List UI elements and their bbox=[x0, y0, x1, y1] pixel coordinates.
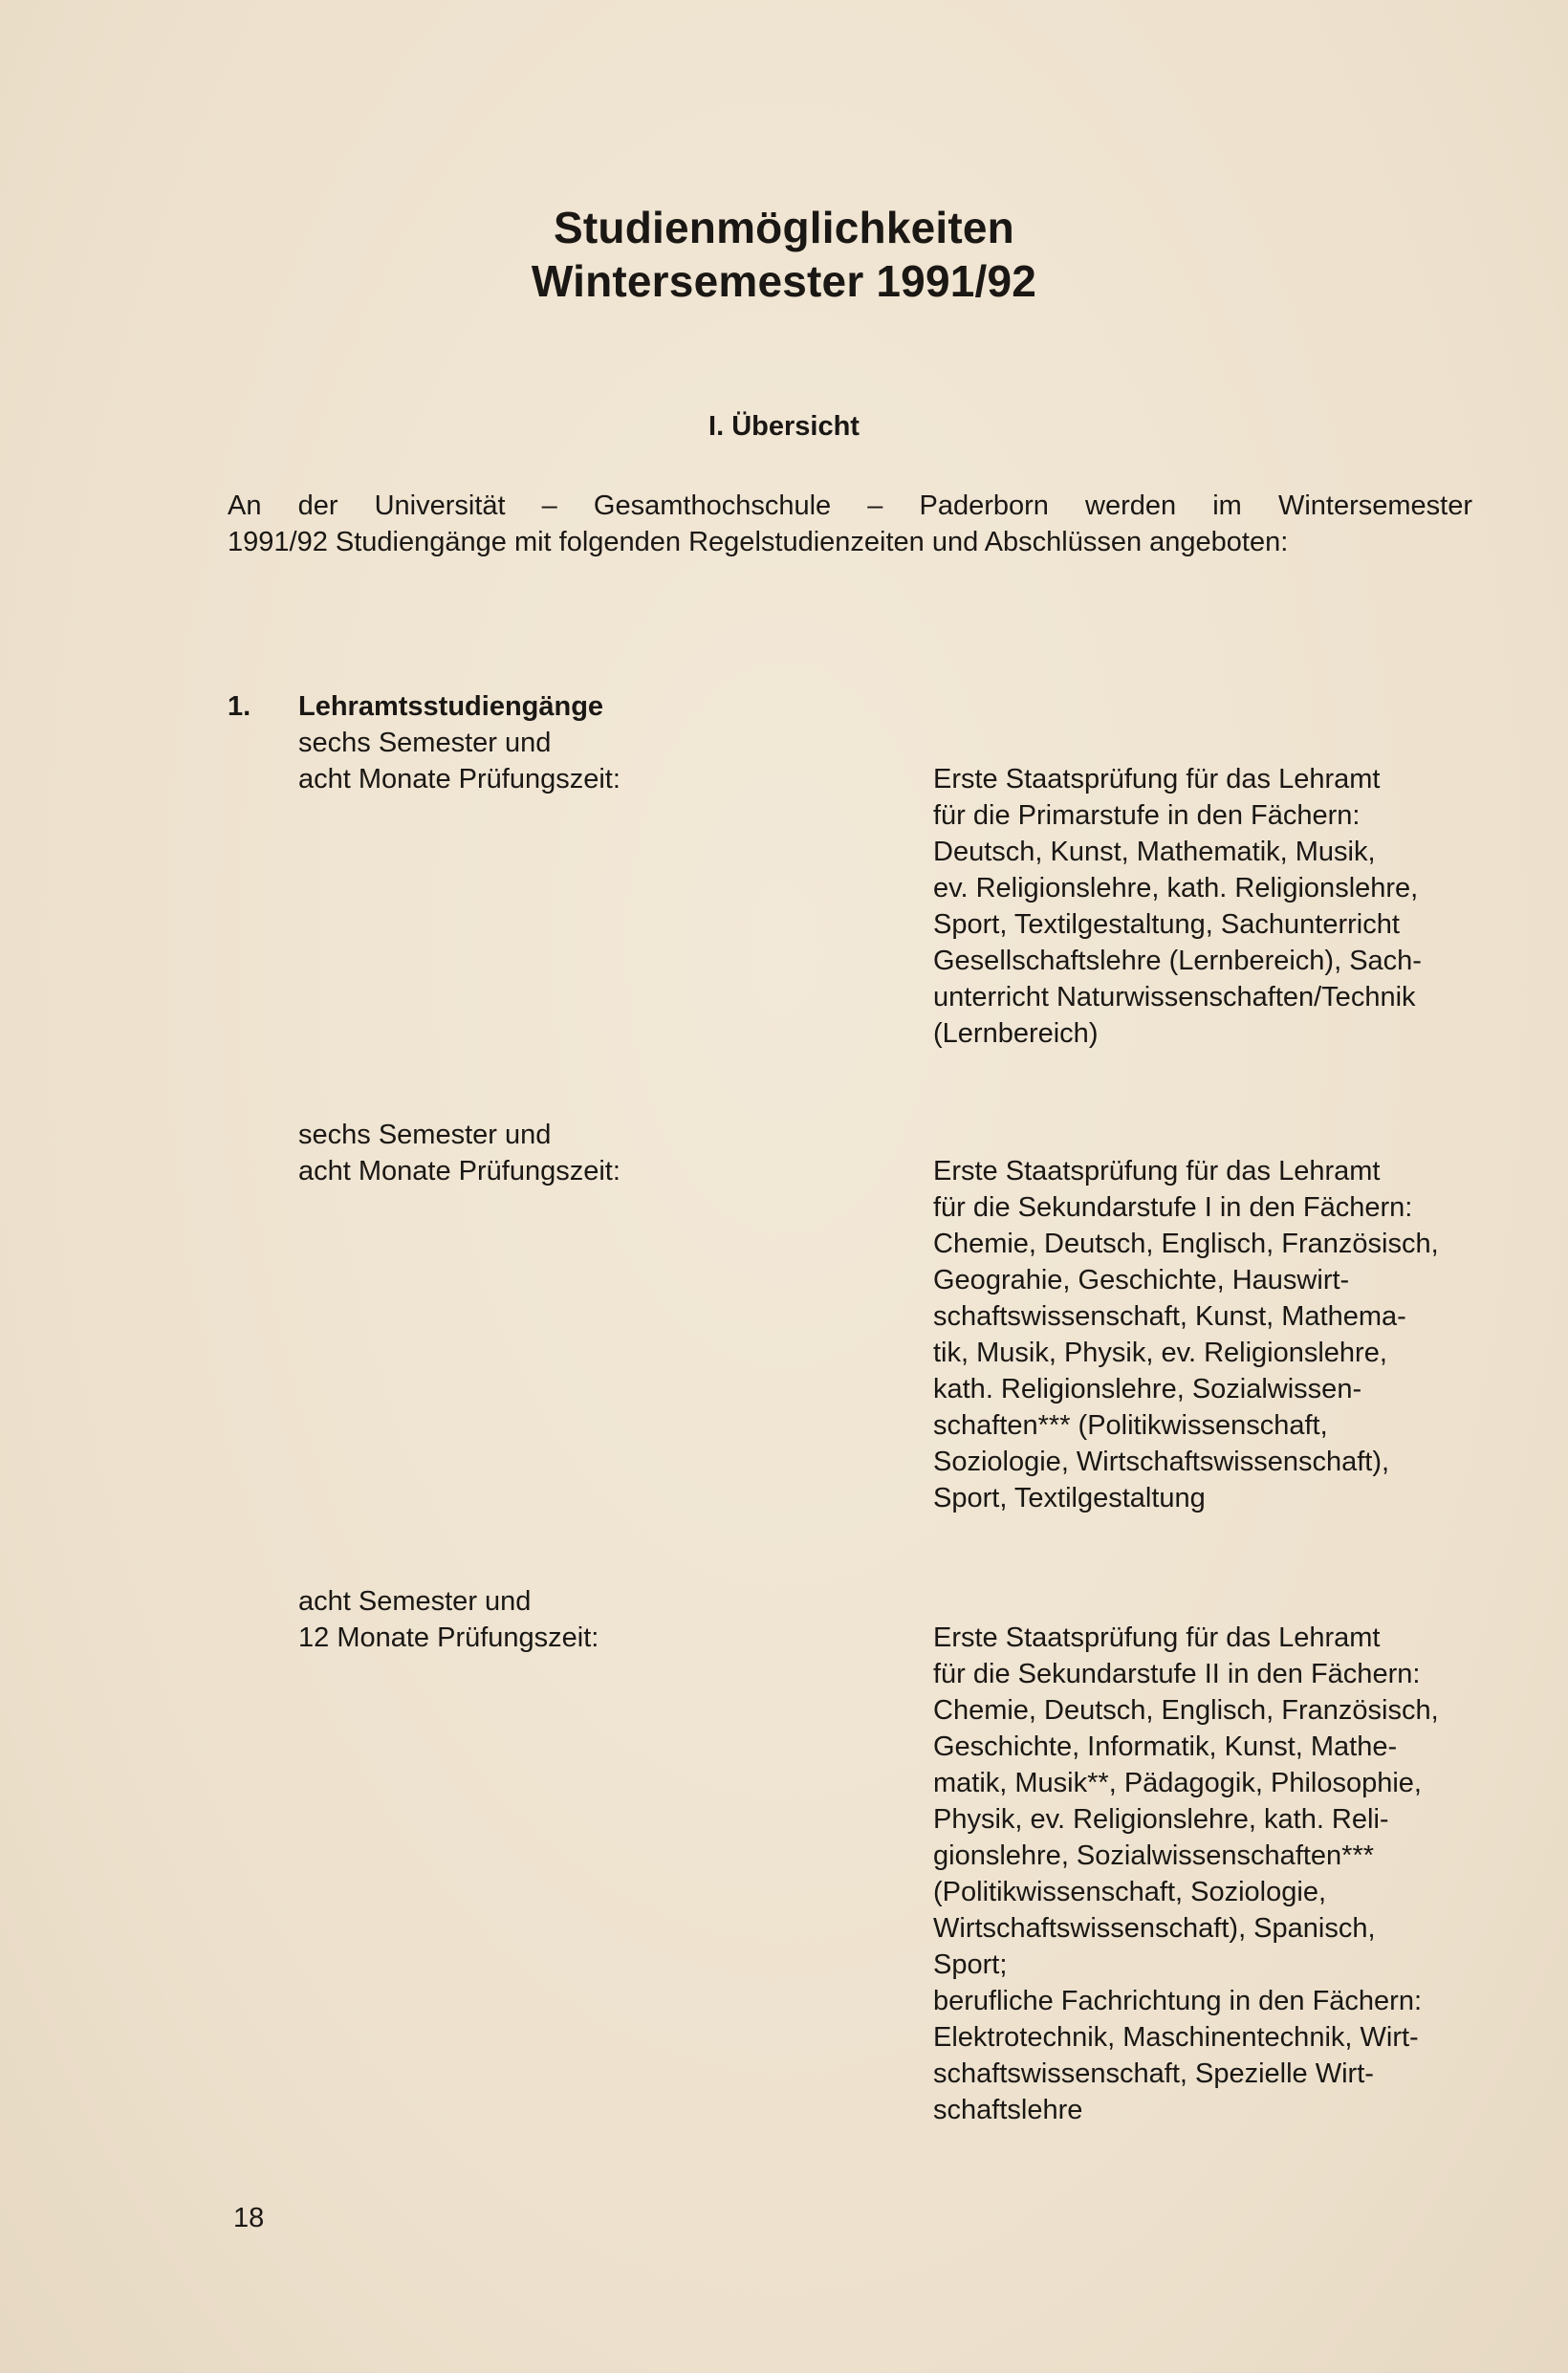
entry-2-line: Erste Staatsprüfung für das Lehramt bbox=[933, 1156, 1381, 1186]
entry-1-line: Sport, Textilgestaltung, Sachunterricht bbox=[933, 909, 1400, 940]
entry-3-line: gionslehre, Sozialwissenschaften*** bbox=[933, 1840, 1375, 1871]
entry-2-line: schaften*** (Politikwissenschaft, bbox=[933, 1410, 1328, 1441]
entry-2-duration-line-1: sechs Semester und bbox=[298, 1120, 552, 1150]
entry-3-line: Elektrotechnik, Maschinentechnik, Wirt- bbox=[933, 2022, 1419, 2053]
entry-2-line: schaftswissenschaft, Kunst, Mathema- bbox=[933, 1301, 1406, 1332]
entry-3-line: matik, Musik**, Pädagogik, Philosophie, bbox=[933, 1768, 1422, 1798]
item-number: 1. bbox=[228, 691, 251, 722]
entry-3-line: Erste Staatsprüfung für das Lehramt bbox=[933, 1622, 1381, 1653]
entry-1-duration-line-2: acht Monate Prüfungszeit: bbox=[298, 764, 621, 795]
intro-paragraph bbox=[228, 488, 1472, 560]
entry-2-description bbox=[933, 1153, 1439, 1516]
entry-2-line: tik, Musik, Physik, ev. Religionslehre, bbox=[933, 1338, 1387, 1368]
entry-1-duration-line-1: sechs Semester und bbox=[298, 728, 552, 758]
entry-1-line: Gesellschaftslehre (Lernbereich), Sach- bbox=[933, 946, 1422, 976]
entry-1-description bbox=[933, 761, 1422, 1052]
intro-line-1: An der Universität – Gesamthochschule – Paderborn werden im Wintersemester bbox=[228, 490, 1472, 521]
entry-2-line: kath. Religionslehre, Sozialwissen- bbox=[933, 1374, 1362, 1404]
page-number: 18 bbox=[233, 2203, 265, 2233]
page-title-line-2: Wintersemester 1991/92 bbox=[531, 256, 1037, 306]
section-heading: I. Übersicht bbox=[708, 411, 860, 442]
entry-1-duration bbox=[298, 725, 621, 797]
entry-3-line: schaftslehre bbox=[933, 2095, 1083, 2125]
entry-1-line: Erste Staatsprüfung für das Lehramt bbox=[933, 764, 1381, 795]
entry-2-line: Geograhie, Geschichte, Hauswirt- bbox=[933, 1265, 1350, 1295]
entry-2-duration bbox=[298, 1117, 621, 1189]
entry-2-line: Chemie, Deutsch, Englisch, Französisch, bbox=[933, 1229, 1439, 1259]
entry-1-line: für die Primarstufe in den Fächern: bbox=[933, 800, 1361, 831]
entry-1-line: Deutsch, Kunst, Mathematik, Musik, bbox=[933, 837, 1376, 867]
entry-3-line: für die Sekundarstufe II in den Fächern: bbox=[933, 1659, 1421, 1689]
entry-3-description bbox=[933, 1620, 1439, 2128]
entry-2-line: Sport, Textilgestaltung bbox=[933, 1483, 1206, 1513]
item-heading: Lehramtsstudiengänge bbox=[298, 691, 604, 722]
entry-3-duration-line-1: acht Semester und bbox=[298, 1586, 532, 1617]
entry-3-line: Wirtschaftswissenschaft), Spanisch, bbox=[933, 1913, 1376, 1944]
entry-3-duration-line-2: 12 Monate Prüfungszeit: bbox=[298, 1622, 599, 1653]
page-title-line-1: Studienmöglichkeiten bbox=[554, 203, 1014, 252]
entry-1-line: unterricht Naturwissenschaften/Technik bbox=[933, 982, 1416, 1012]
entry-3-line: Geschichte, Informatik, Kunst, Mathe- bbox=[933, 1731, 1398, 1762]
entry-3-line: berufliche Fachrichtung in den Fächern: bbox=[933, 1986, 1423, 2016]
entry-2-duration-line-2: acht Monate Prüfungszeit: bbox=[298, 1156, 621, 1186]
intro-line-2: 1991/92 Studiengänge mit folgenden Regelstudienzeiten und Abschlüssen angeboten: bbox=[228, 527, 1289, 557]
entry-3-line: Physik, ev. Religionslehre, kath. Reli- bbox=[933, 1804, 1389, 1835]
entry-3-line: (Politikwissenschaft, Soziologie, bbox=[933, 1877, 1327, 1907]
entry-3-line: Chemie, Deutsch, Englisch, Französisch, bbox=[933, 1695, 1439, 1726]
entry-3-duration bbox=[298, 1583, 599, 1656]
entry-1-line: (Lernbereich) bbox=[933, 1018, 1099, 1049]
entry-1-line: ev. Religionslehre, kath. Religionslehre, bbox=[933, 873, 1419, 903]
entry-3-line: Sport; bbox=[933, 1949, 1008, 1980]
entry-2-line: für die Sekundarstufe I in den Fächern: bbox=[933, 1192, 1413, 1223]
entry-3-line: schaftswissenschaft, Spezielle Wirt- bbox=[933, 2058, 1374, 2089]
entry-2-line: Soziologie, Wirtschaftswissenschaft), bbox=[933, 1447, 1390, 1477]
